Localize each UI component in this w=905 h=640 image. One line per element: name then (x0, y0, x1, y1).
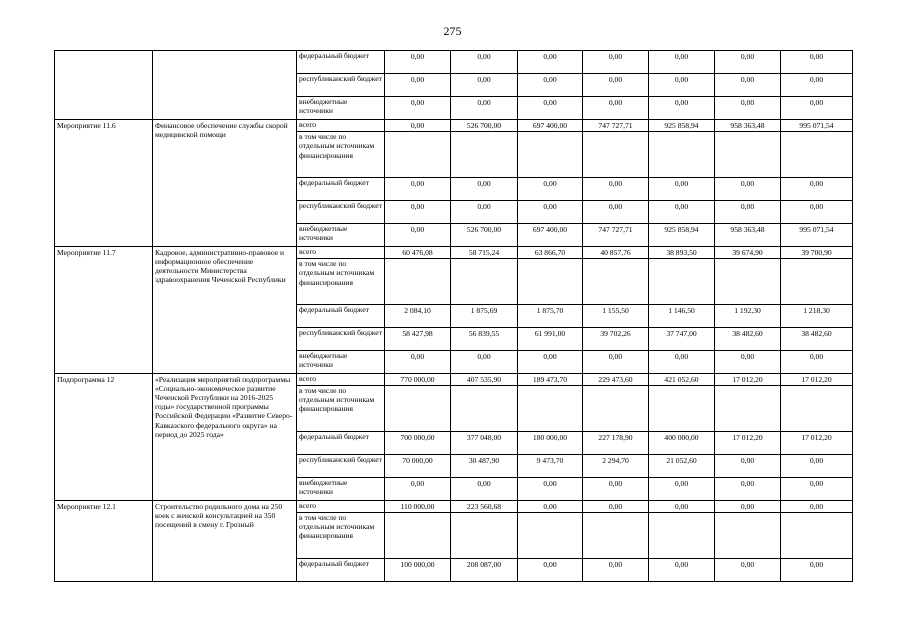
event-name-cell (153, 51, 297, 120)
amount-cell: 17 012,20 (715, 373, 781, 385)
amount-cell: 38 482,60 (781, 327, 853, 350)
amount-cell: 0,00 (781, 96, 853, 119)
amount-cell (781, 259, 853, 305)
amount-cell: 0,00 (715, 350, 781, 373)
amount-cell: 39 700,90 (781, 246, 853, 258)
amount-cell (385, 513, 451, 559)
funding-source-cell: федеральный бюджет (297, 304, 385, 327)
funding-source-cell: федеральный бюджет (297, 431, 385, 454)
amount-cell (385, 132, 451, 178)
amount-cell: 0,00 (583, 51, 649, 74)
amount-cell (451, 386, 518, 432)
funding-source-cell: в том числе по отдельным источникам финансирования (297, 386, 385, 432)
amount-cell (518, 132, 583, 178)
amount-cell: 0,00 (583, 73, 649, 96)
amount-cell: 958 363,48 (715, 119, 781, 131)
amount-cell: 995 071,54 (781, 119, 853, 131)
amount-cell: 407 535,90 (451, 373, 518, 385)
amount-cell: 377 048,00 (451, 431, 518, 454)
amount-cell: 0,00 (781, 73, 853, 96)
amount-cell: 0,00 (451, 96, 518, 119)
amount-cell (451, 513, 518, 559)
amount-cell: 17 012,20 (781, 431, 853, 454)
amount-cell: 0,00 (715, 96, 781, 119)
amount-cell: 0,00 (385, 477, 451, 500)
amount-cell: 925 858,94 (649, 119, 715, 131)
amount-cell: 0,00 (583, 350, 649, 373)
amount-cell: 37 747,00 (649, 327, 715, 350)
amount-cell: 0,00 (451, 200, 518, 223)
amount-cell: 0,00 (451, 73, 518, 96)
amount-cell: 0,00 (385, 200, 451, 223)
event-label-cell: Подпрограмма 12 (55, 373, 153, 500)
amount-cell: 0,00 (518, 96, 583, 119)
amount-cell: 0,00 (649, 51, 715, 74)
amount-cell: 0,00 (649, 177, 715, 200)
amount-cell: 227 178,90 (583, 431, 649, 454)
funding-source-cell: внебюджетные источники (297, 350, 385, 373)
funding-source-cell: всего (297, 500, 385, 512)
amount-cell: 400 000,00 (649, 431, 715, 454)
amount-cell (715, 132, 781, 178)
amount-cell: 0,00 (451, 51, 518, 74)
amount-cell: 0,00 (715, 454, 781, 477)
funding-source-cell: внебюджетные источники (297, 96, 385, 119)
funding-source-cell: в том числе по отдельным источникам финансирования (297, 513, 385, 559)
amount-cell: 208 087,00 (451, 558, 518, 581)
funding-source-cell: федеральный бюджет (297, 558, 385, 581)
amount-cell (518, 386, 583, 432)
amount-cell: 0,00 (385, 119, 451, 131)
amount-cell (583, 386, 649, 432)
amount-cell: 0,00 (518, 558, 583, 581)
funding-source-cell: республиканский бюджет (297, 327, 385, 350)
amount-cell (518, 259, 583, 305)
amount-cell (649, 132, 715, 178)
amount-cell: 0,00 (451, 177, 518, 200)
funding-source-cell: федеральный бюджет (297, 177, 385, 200)
table-body (55, 51, 853, 582)
amount-cell: 1 875,70 (518, 304, 583, 327)
amount-cell: 61 991,00 (518, 327, 583, 350)
funding-source-cell: в том числе по отдельным источникам финансирования (297, 259, 385, 305)
amount-cell (715, 259, 781, 305)
amount-cell: 0,00 (781, 500, 853, 512)
amount-cell: 56 839,55 (451, 327, 518, 350)
amount-cell: 0,00 (583, 477, 649, 500)
amount-cell: 180 000,00 (518, 431, 583, 454)
amount-cell: 0,00 (583, 200, 649, 223)
funding-source-cell: всего (297, 373, 385, 385)
amount-cell: 0,00 (715, 477, 781, 500)
amount-cell: 0,00 (781, 200, 853, 223)
amount-cell: 958 363,48 (715, 223, 781, 246)
funding-source-cell: республиканский бюджет (297, 200, 385, 223)
amount-cell (715, 386, 781, 432)
amount-cell (649, 386, 715, 432)
amount-cell: 21 052,60 (649, 454, 715, 477)
amount-cell: 229 473,60 (583, 373, 649, 385)
amount-cell: 747 727,71 (583, 223, 649, 246)
table-row (55, 119, 853, 131)
amount-cell: 0,00 (518, 177, 583, 200)
amount-cell: 0,00 (451, 350, 518, 373)
amount-cell: 2 294,70 (583, 454, 649, 477)
amount-cell: 0,00 (781, 454, 853, 477)
amount-cell (715, 513, 781, 559)
funding-source-cell: всего (297, 119, 385, 131)
amount-cell (583, 259, 649, 305)
funding-source-cell: всего (297, 246, 385, 258)
amount-cell: 770 000,00 (385, 373, 451, 385)
amount-cell (781, 386, 853, 432)
funding-source-cell: республиканский бюджет (297, 73, 385, 96)
table-row (55, 246, 853, 258)
amount-cell: 0,00 (781, 350, 853, 373)
amount-cell: 30 487,90 (451, 454, 518, 477)
amount-cell: 747 727,71 (583, 119, 649, 131)
amount-cell: 925 858,94 (649, 223, 715, 246)
event-label-cell: Мероприятие 11.6 (55, 119, 153, 246)
amount-cell: 38 482,60 (715, 327, 781, 350)
amount-cell: 0,00 (715, 177, 781, 200)
amount-cell: 58 427,98 (385, 327, 451, 350)
amount-cell: 189 473,70 (518, 373, 583, 385)
amount-cell: 0,00 (781, 477, 853, 500)
amount-cell: 0,00 (518, 477, 583, 500)
amount-cell: 0,00 (649, 96, 715, 119)
amount-cell: 1 155,50 (583, 304, 649, 327)
event-name-cell: Строительство родильного дома на 250 коек с женской консультацией на 350 посещений в смену г. Грозный (153, 500, 297, 581)
amount-cell: 0,00 (715, 51, 781, 74)
amount-cell: 0,00 (583, 96, 649, 119)
amount-cell: 0,00 (385, 350, 451, 373)
amount-cell (781, 132, 853, 178)
amount-cell: 0,00 (451, 477, 518, 500)
amount-cell: 40 857,76 (583, 246, 649, 258)
table-row (55, 500, 853, 512)
amount-cell: 0,00 (583, 177, 649, 200)
funding-source-cell: республиканский бюджет (297, 454, 385, 477)
event-label-cell: Мероприятие 12.1 (55, 500, 153, 581)
funding-source-cell: федеральный бюджет (297, 51, 385, 74)
amount-cell (583, 513, 649, 559)
amount-cell (781, 513, 853, 559)
amount-cell: 9 473,70 (518, 454, 583, 477)
amount-cell (649, 259, 715, 305)
amount-cell: 0,00 (649, 500, 715, 512)
amount-cell: 0,00 (385, 73, 451, 96)
amount-cell (649, 513, 715, 559)
amount-cell: 0,00 (781, 51, 853, 74)
amount-cell: 110 000,00 (385, 500, 451, 512)
amount-cell: 17 012,20 (715, 431, 781, 454)
amount-cell: 1 192,30 (715, 304, 781, 327)
amount-cell: 2 084,10 (385, 304, 451, 327)
amount-cell: 0,00 (715, 558, 781, 581)
amount-cell: 1 146,50 (649, 304, 715, 327)
funding-source-cell: внебюджетные источники (297, 223, 385, 246)
amount-cell: 58 715,24 (451, 246, 518, 258)
table-row (55, 51, 853, 74)
amount-cell: 0,00 (781, 558, 853, 581)
amount-cell: 39 674,90 (715, 246, 781, 258)
funding-source-cell: внебюджетные источники (297, 477, 385, 500)
amount-cell: 0,00 (715, 500, 781, 512)
event-name-cell: Финансовое обеспечение службы скорой медицинской помощи (153, 119, 297, 246)
amount-cell: 0,00 (715, 73, 781, 96)
amount-cell (385, 386, 451, 432)
amount-cell (583, 132, 649, 178)
amount-cell: 0,00 (518, 350, 583, 373)
amount-cell: 17 012,20 (781, 373, 853, 385)
amount-cell: 0,00 (518, 51, 583, 74)
amount-cell: 100 000,00 (385, 558, 451, 581)
amount-cell: 0,00 (385, 223, 451, 246)
event-label-cell: Мероприятие 11.7 (55, 246, 153, 373)
amount-cell: 0,00 (518, 200, 583, 223)
amount-cell: 38 893,50 (649, 246, 715, 258)
amount-cell: 0,00 (649, 350, 715, 373)
amount-cell: 70 000,00 (385, 454, 451, 477)
amount-cell: 0,00 (518, 500, 583, 512)
funding-source-cell: в том числе по отдельным источникам финансирования (297, 132, 385, 178)
amount-cell: 1 875,69 (451, 304, 518, 327)
amount-cell: 0,00 (583, 500, 649, 512)
amount-cell (385, 259, 451, 305)
amount-cell: 697 400,00 (518, 119, 583, 131)
amount-cell: 0,00 (385, 51, 451, 74)
amount-cell: 421 052,60 (649, 373, 715, 385)
event-label-cell (55, 51, 153, 120)
amount-cell: 697 400,00 (518, 223, 583, 246)
amount-cell: 39 702,26 (583, 327, 649, 350)
event-name-cell: Кадровое, административно-правовое и информационное обеспечение деятельности Министерства здравоохранения Чеченской Республики (153, 246, 297, 373)
page-number: 275 (443, 24, 462, 38)
table-row (55, 373, 853, 385)
amount-cell: 0,00 (518, 73, 583, 96)
amount-cell (451, 132, 518, 178)
amount-cell: 0,00 (385, 177, 451, 200)
event-name-cell: «Реализация мероприятий подпрограммы «Социально-экономическое развитие Чеченской Республики на 2016-2025 годы» государственной программы Российской Федерации «Развитие Северо-Кавказского федерального округа» на период до 2025 года» (153, 373, 297, 500)
amount-cell (518, 513, 583, 559)
amount-cell: 63 866,70 (518, 246, 583, 258)
amount-cell: 0,00 (649, 200, 715, 223)
amount-cell: 0,00 (649, 558, 715, 581)
amount-cell: 0,00 (649, 477, 715, 500)
amount-cell: 0,00 (649, 73, 715, 96)
amount-cell: 700 000,00 (385, 431, 451, 454)
budget-table (54, 50, 853, 582)
amount-cell: 1 218,30 (781, 304, 853, 327)
amount-cell: 0,00 (385, 96, 451, 119)
amount-cell: 223 560,68 (451, 500, 518, 512)
amount-cell: 526 700,00 (451, 119, 518, 131)
amount-cell: 0,00 (715, 200, 781, 223)
amount-cell: 995 071,54 (781, 223, 853, 246)
amount-cell (451, 259, 518, 305)
amount-cell: 60 476,08 (385, 246, 451, 258)
amount-cell: 526 700,00 (451, 223, 518, 246)
amount-cell: 0,00 (781, 177, 853, 200)
amount-cell: 0,00 (583, 558, 649, 581)
